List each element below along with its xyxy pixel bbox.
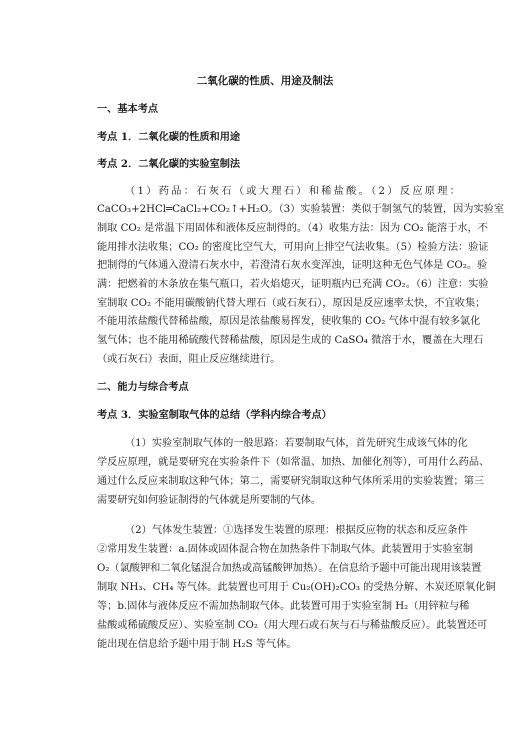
kp3-para2-line: ②常用发生装置：a.固体或固体混合物在加热条件下制取气体。此装置用于实验室制 bbox=[97, 544, 474, 555]
kp3-para1-line: 通过什么反应来制取这种气体；第二，需要研究制取这种气体所采用的实验装置；第三 bbox=[97, 476, 485, 487]
page-title: 二氧化碳的性质、用途及制法 bbox=[196, 75, 334, 87]
kp1-heading: 考点 1．二氧化碳的性质和用途 bbox=[97, 131, 241, 143]
kp3-para2-line: （2）气体发生装置：①选择发生装置的原理：根据反应物的状态和反应条件 bbox=[125, 525, 468, 536]
kp3-para2-line: 等；b.固体与液体反应不需加热制取气体。此装置可用于实验室制 H₂（用锌粒与稀 bbox=[97, 601, 470, 612]
kp2-line: （或石灰石）表面，阻止反应继续进行。 bbox=[97, 354, 281, 365]
kp2-line: CaCO₃+2HCl═CaCl₂+CO₂↑+H₂O。（3）实验装置：类似于制氢气的装置，因为实验室 bbox=[97, 204, 505, 215]
kp3-para2-line: 能出现在信息给予题中用于制 H₂S 等气体。 bbox=[97, 639, 297, 650]
kp2-line: 氢气体；也不能用稀硫酸代替稀盐酸，原因是生成的 CaSO₄ 微溶于水，覆盖在大理石 bbox=[97, 335, 484, 346]
kp3-para1-line: 需要研究如何验证制得的气体就是所要制的气体。 bbox=[97, 495, 322, 506]
kp2-line: 把制得的气体通入澄清石灰水中，若澄清石灰水变浑浊，证明这种无色气体是 CO₂。验 bbox=[97, 260, 488, 271]
kp3-para2-line: 制取 NH₃、CH₄ 等气体。此装置也可用于 Cu₂(OH)₂CO₃ 的受热分解、木炭还原氧化铜 bbox=[97, 582, 496, 593]
kp2-heading: 考点 2．二氧化碳的实验室制法 bbox=[97, 158, 241, 170]
kp3-heading: 考点 3．实验室制取气体的总结（学科内综合考点） bbox=[97, 409, 332, 421]
kp3-para2-line: 盐酸或稀硫酸反应）、实验室制 CO₂（用大理石或石灰与石与稀盐酸反应）。此装置还可 bbox=[97, 620, 488, 631]
kp2-line: 满：把燃着的木条放在集气瓶口，若火焰熄灭，证明瓶内已充满 CO₂。（6）注意：实验 bbox=[97, 279, 489, 290]
section-heading-basic: 一、基本考点 bbox=[97, 103, 159, 115]
kp3-para1-line: 学反应原理，就是要研究在实验条件下（如常温、加热、加催化剂等），可用什么药品、 bbox=[97, 457, 490, 468]
section-heading-ability: 二、能力与综合考点 bbox=[97, 381, 189, 393]
kp2-line: 室制取 CO₂ 不能用碳酸钠代替大理石（或石灰石），原因是反应速率太快，不宜收集； bbox=[97, 298, 486, 309]
kp2-line: 不能用浓盐酸代替稀盐酸，原因是浓盐酸易挥发，使收集的 CO₂ 气体中混有较多氯化 bbox=[97, 316, 481, 327]
kp2-line: 制取 CO₂ 是常温下用固体和液体反应制得的。（4）收集方法：因为 CO₂ 能溶于水，不 bbox=[97, 223, 488, 234]
kp2-line: （1）药品：石灰石（或大理石）和稀盐酸。（2）反应原理： bbox=[125, 186, 460, 197]
kp3-para2-line: O₂（氯酸钾和二氧化锰混合加热或高锰酸钾加热）。在信息给予题中可能出现用该装置 bbox=[97, 563, 482, 574]
kp2-line: 能用排水法收集；CO₂ 的密度比空气大，可用向上排空气法收集。（5）检验方法：验证 bbox=[97, 242, 489, 253]
kp3-para1-line: （1）实验室制取气体的一般思路：若要制取气体，首先研究生成该气体的化 bbox=[125, 438, 468, 449]
